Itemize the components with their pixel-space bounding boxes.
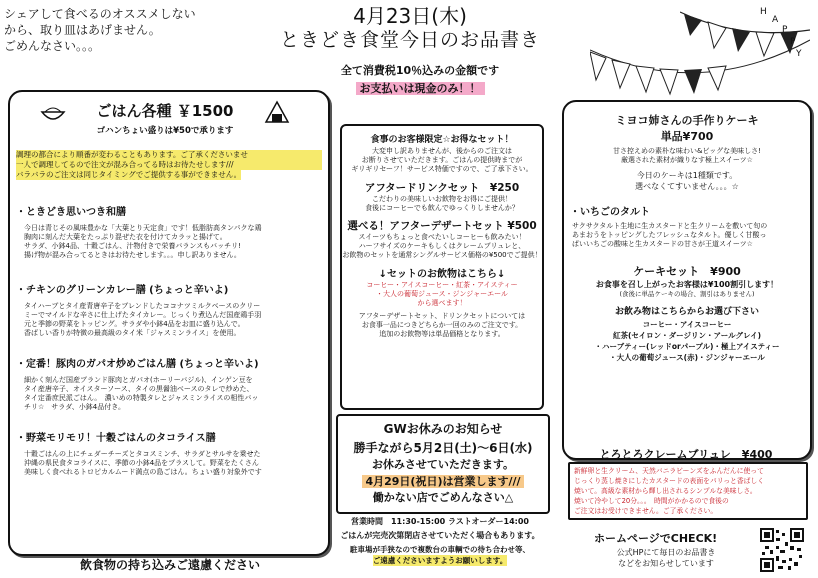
banner-letter: Y xyxy=(796,49,802,59)
parking-line: ご遠慮くださいますようお願いします。 xyxy=(372,556,508,565)
no-outside-food-note: 飲食物の持ち込みご遠慮ください xyxy=(79,558,260,572)
desc-line: ミーでマイルドな辛さに仕上げたタイカレー。じっくり煮込んだ国産鶏手羽 xyxy=(24,311,262,319)
brulee-line: 焼いて。高級な素材から輝し出されるシンプルな美味しさ。 xyxy=(574,487,757,495)
homepage-title: ホームページでCHECK! xyxy=(594,532,718,545)
item-desc xyxy=(24,302,324,338)
item-desc xyxy=(24,376,324,412)
notice-line: 調理の都合により順番が変わることもあります。ご了承くださいませ xyxy=(16,150,322,160)
drinks-line: ・大人の葡萄ジュース(赤)・ジンジャーエール xyxy=(609,353,765,362)
cake-today xyxy=(564,170,810,192)
set-drinks-lines xyxy=(342,281,542,308)
banner-letter: A xyxy=(772,15,779,25)
set-lines xyxy=(342,147,542,174)
tax-note: 全て消費税10％込みの金額です xyxy=(340,64,500,77)
tart-desc-line: ぱいいちごの酸味と生カスタードの甘さが王道スイーツ☆ xyxy=(572,240,753,248)
cash-note-text: お支払いは現金のみ！！ xyxy=(356,82,485,95)
dessert-set-line: スイーツもちょっと食べたいしコーヒーも飲みたい！ xyxy=(358,233,526,241)
gw-open-text: 4月29日(祝日)は営業します/// xyxy=(362,475,523,488)
gw-closed: お休みさせていただきます。 xyxy=(371,458,515,471)
desc-line: 今日は青じその風味豊かな「大葉とり天定食」です！低脂肪高タンパクな鶏 xyxy=(24,224,262,232)
brulee-line: じっくり蒸し焼きにしたカスタードの表面をパリっと香ばしく xyxy=(574,477,765,485)
desc-line: 胸肉に刻んだ大葉をたっぷり混ぜた衣を付けてカラッと揚げて。 xyxy=(24,233,227,241)
gw-title: GWお休みのお知らせ xyxy=(383,422,503,436)
desc-line: 細かく刻んだ国産ブランド豚肉とガパオ(ホーリーバジル)、インゲン豆を xyxy=(24,376,253,384)
onigiri-icon xyxy=(264,100,290,124)
qr-code-icon[interactable] xyxy=(760,528,804,572)
drink-set-line: 食後にコーヒーでも飲んでゆっくりしませんか？ xyxy=(365,204,519,212)
set-line: ギリギリセーフ！サービス特価ですので、ご了承下さい。 xyxy=(351,165,533,173)
set-title: 食事のお客様限定☆お得なセット！ xyxy=(370,135,514,145)
item-title: ・定番！豚肉のガパオ炒めごはん膳 (ちょっと辛いよ) xyxy=(16,359,259,370)
dessert-set-line: お飲物のセットを通常シングルサービス価格の¥500でご提供！ xyxy=(342,251,542,259)
rice-title: ごはん各種 ￥1500 xyxy=(96,102,234,120)
brulee-desc xyxy=(570,464,806,518)
item-desc xyxy=(24,450,324,477)
drinks-line: ・ハーブティー(レッドorパープル)・極上アイスティー xyxy=(594,342,780,351)
set-drinks-notes xyxy=(342,312,542,339)
business-hours: 営業時間 11:30-15:00 ラストオーダー14:00 xyxy=(350,517,530,526)
set-drinks-title: ↓セットのお飲物はこちら↓ xyxy=(378,269,506,280)
notice-line: バラバラのご注文は同じタイミングでご提供する事ができません。 xyxy=(16,170,242,179)
cake-today-line: 選べなくてすいません。。。☆ xyxy=(635,182,739,191)
banner-letter: P xyxy=(782,25,788,35)
desc-line: 美味しく食べれるトロピカルムード満点の島ごはん。ちょい盛り対象外です xyxy=(24,468,262,476)
desc-line: タイハーブとタイ産青唐辛子をブレンドしたココナツミルクベースのクリー xyxy=(24,302,261,310)
brulee-line: 新鮮卵と生クリーム、天然バニラビーンズをふんだんに使って xyxy=(574,467,764,475)
desc-line: 元と季節の野菜をトッピング。サラダや小鉢4品をお皿に盛り込んで。 xyxy=(24,320,245,328)
set-drinks-note: アフターデザートセット、ドリンクセットについては xyxy=(358,312,526,320)
cake-price: 単品¥700 xyxy=(660,130,714,143)
desc-line: サラダ、小鉢4品、十穀ごはん、汁物付きで栄養バランスもバッチリ! xyxy=(24,242,241,250)
drinks-title: お飲み物はこちらからお選び下さい xyxy=(614,307,759,317)
desc-line: 香ばしい香りが特徴の最高級のタイ米「ジャスミンライス」を使用。 xyxy=(24,329,241,337)
item-title: ・野菜モリモリ！十穀ごはんのタコライス膳 xyxy=(16,433,216,444)
parking-line: 駐車場が手狭なので複数台の車輌での待ち合わせ等、 xyxy=(350,545,530,554)
desc-line: 沖縄の県民食タコライスに、季節の小鉢4品をプラスして。野菜をたくさん xyxy=(24,459,259,467)
rice-menu-box xyxy=(8,90,330,556)
drinks-line: 紅茶(セイロン・ダージリン・アールグレイ) xyxy=(612,331,762,340)
cash-note xyxy=(320,80,520,96)
cake-menu-box xyxy=(562,100,812,460)
cake-desc-line: 甘さ控えめの素朴な味わい&ビッグな美味しさ! xyxy=(613,147,761,155)
tart-desc-line: サクサクタルト生地に生カスタードと生クリームを敷いて旬の xyxy=(572,222,768,230)
gw-dates: 勝手ながら5月2日(土)〜6日(水) xyxy=(353,441,533,455)
desc-line: タイ産唐辛子、オイスターソース、タイの黒醤油ベースのタレで炒めた、 xyxy=(24,385,254,393)
brulee-title: とろとろクレームブリュレ ¥400 xyxy=(599,448,773,461)
banner-letter: P xyxy=(790,37,796,47)
homepage-line: などをお知らせしています xyxy=(618,559,714,568)
homepage-line: 公式HPにて毎日のお品書き xyxy=(616,548,716,557)
top-note xyxy=(4,6,254,54)
cake-today-line: 今日のケーキは1種類です。 xyxy=(636,171,738,180)
set-drinks-note: お食事一品につきどちらか一回のみのご注文です。 xyxy=(361,321,523,329)
cake-desc xyxy=(564,147,810,165)
banner-letter: H xyxy=(760,7,767,17)
top-note-line: ごめんなさい。。。 xyxy=(4,39,101,53)
drink-set-title: アフタードリンクセット ¥250 xyxy=(364,182,520,194)
drink-set-lines xyxy=(342,195,542,213)
tart-desc xyxy=(572,222,810,249)
rice-notice xyxy=(16,150,322,180)
gw-notice-box xyxy=(336,414,550,514)
drink-set-line: こだわりの美味しいお飲物をお得にご提供！ xyxy=(372,195,512,203)
cake-set-title: ケーキセット ¥900 xyxy=(633,265,741,278)
set-line: お断りさせていただきます。ごはんの提供時までが xyxy=(361,156,523,164)
brulee-box xyxy=(568,462,808,520)
set-drinks-line: コーヒー・アイスコーヒー・紅茶・アイスティー xyxy=(366,281,518,289)
header-date: 4月23日(木) xyxy=(353,4,467,28)
brulee-line: 焼いて冷やして20分。。。 時間がかかるので食後の xyxy=(574,497,729,505)
notice-line: 一人で調理してるので注文が混み合ってる時はお待たせします/// xyxy=(16,160,322,170)
dessert-set-title: 選べる！アフターデザートセット ¥500 xyxy=(347,220,537,232)
set-line: 大変申し訳ありませんが、後からのご注文は xyxy=(372,147,512,155)
desc-line: チリ☆ サラダ、小鉢4品付き。 xyxy=(24,403,125,411)
desc-line: タイ定番庶民派ごはん。 濃いめの特製タレとジャスミンライスの相性バッ xyxy=(24,394,259,402)
cake-title: ミヨコ姉さんの手作りケーキ xyxy=(615,114,759,127)
cake-desc-line: 厳選された素材が織りなす極上スイーツ☆ xyxy=(621,156,753,164)
rice-soldout-note: ごはんが完売次第閉店させていただく場合もあります。 xyxy=(340,531,540,540)
brulee-line: ご注文はお受けできません。ご了承ください。 xyxy=(574,507,718,515)
cake-set-note2: (食後に単品ケーキの場合、割引はありません) xyxy=(619,290,755,298)
item-desc xyxy=(24,224,324,260)
rice-bowl-icon xyxy=(40,102,66,124)
dessert-set-line: ハーフサイズのケーキもしくはクレームブリュレと、 xyxy=(358,242,526,250)
drinks-list xyxy=(564,319,810,363)
tart-title: ・いちごのタルト xyxy=(570,207,650,218)
dessert-set-lines xyxy=(342,233,542,260)
header-title: ときどき食堂今日のお品書き xyxy=(279,29,540,51)
cake-set-note: お食事を召し上がったお客様は¥100割引します！ xyxy=(595,280,779,289)
drinks-line: コーヒー・アイスコーヒー xyxy=(642,320,732,329)
set-drinks-note: 追加のお飲物等は単品価格となります。 xyxy=(379,330,505,338)
homepage-desc xyxy=(586,547,746,569)
set-drinks-line: から選べます！ xyxy=(417,299,467,307)
item-title: ・ときどき思いつき和膳 xyxy=(16,207,126,218)
set-menu-box xyxy=(340,124,544,410)
top-note-line: から、取り皿はあげません。 xyxy=(4,23,161,37)
gw-open-day xyxy=(338,473,548,489)
item-title: ・チキンのグリーンカレー膳 (ちょっと辛いよ) xyxy=(16,285,229,296)
top-note-line: シェアして食べるのオススメしない xyxy=(4,7,196,21)
tart-desc-line: あまおうをトッピングしたフレッシュなタルト。優しく甘酸っ xyxy=(572,231,767,239)
header xyxy=(260,4,560,52)
rice-subtitle: ゴハンちょい盛りは¥50で承ります xyxy=(96,126,234,136)
desc-line: 十穀ごはんの上にチェダーチーズとタコスミンチ、サラダとサルサを乗せた xyxy=(24,450,261,458)
parking-note xyxy=(326,544,554,566)
set-drinks-line: ・大人の葡萄ジュース・ジンジャーエール xyxy=(376,290,508,298)
desc-line: 揚げ物が混み合ってるときはお待たせします。。。申し訳ありません。 xyxy=(24,251,241,259)
gw-closing: 働かない店でごめんなさい△ xyxy=(372,491,514,504)
